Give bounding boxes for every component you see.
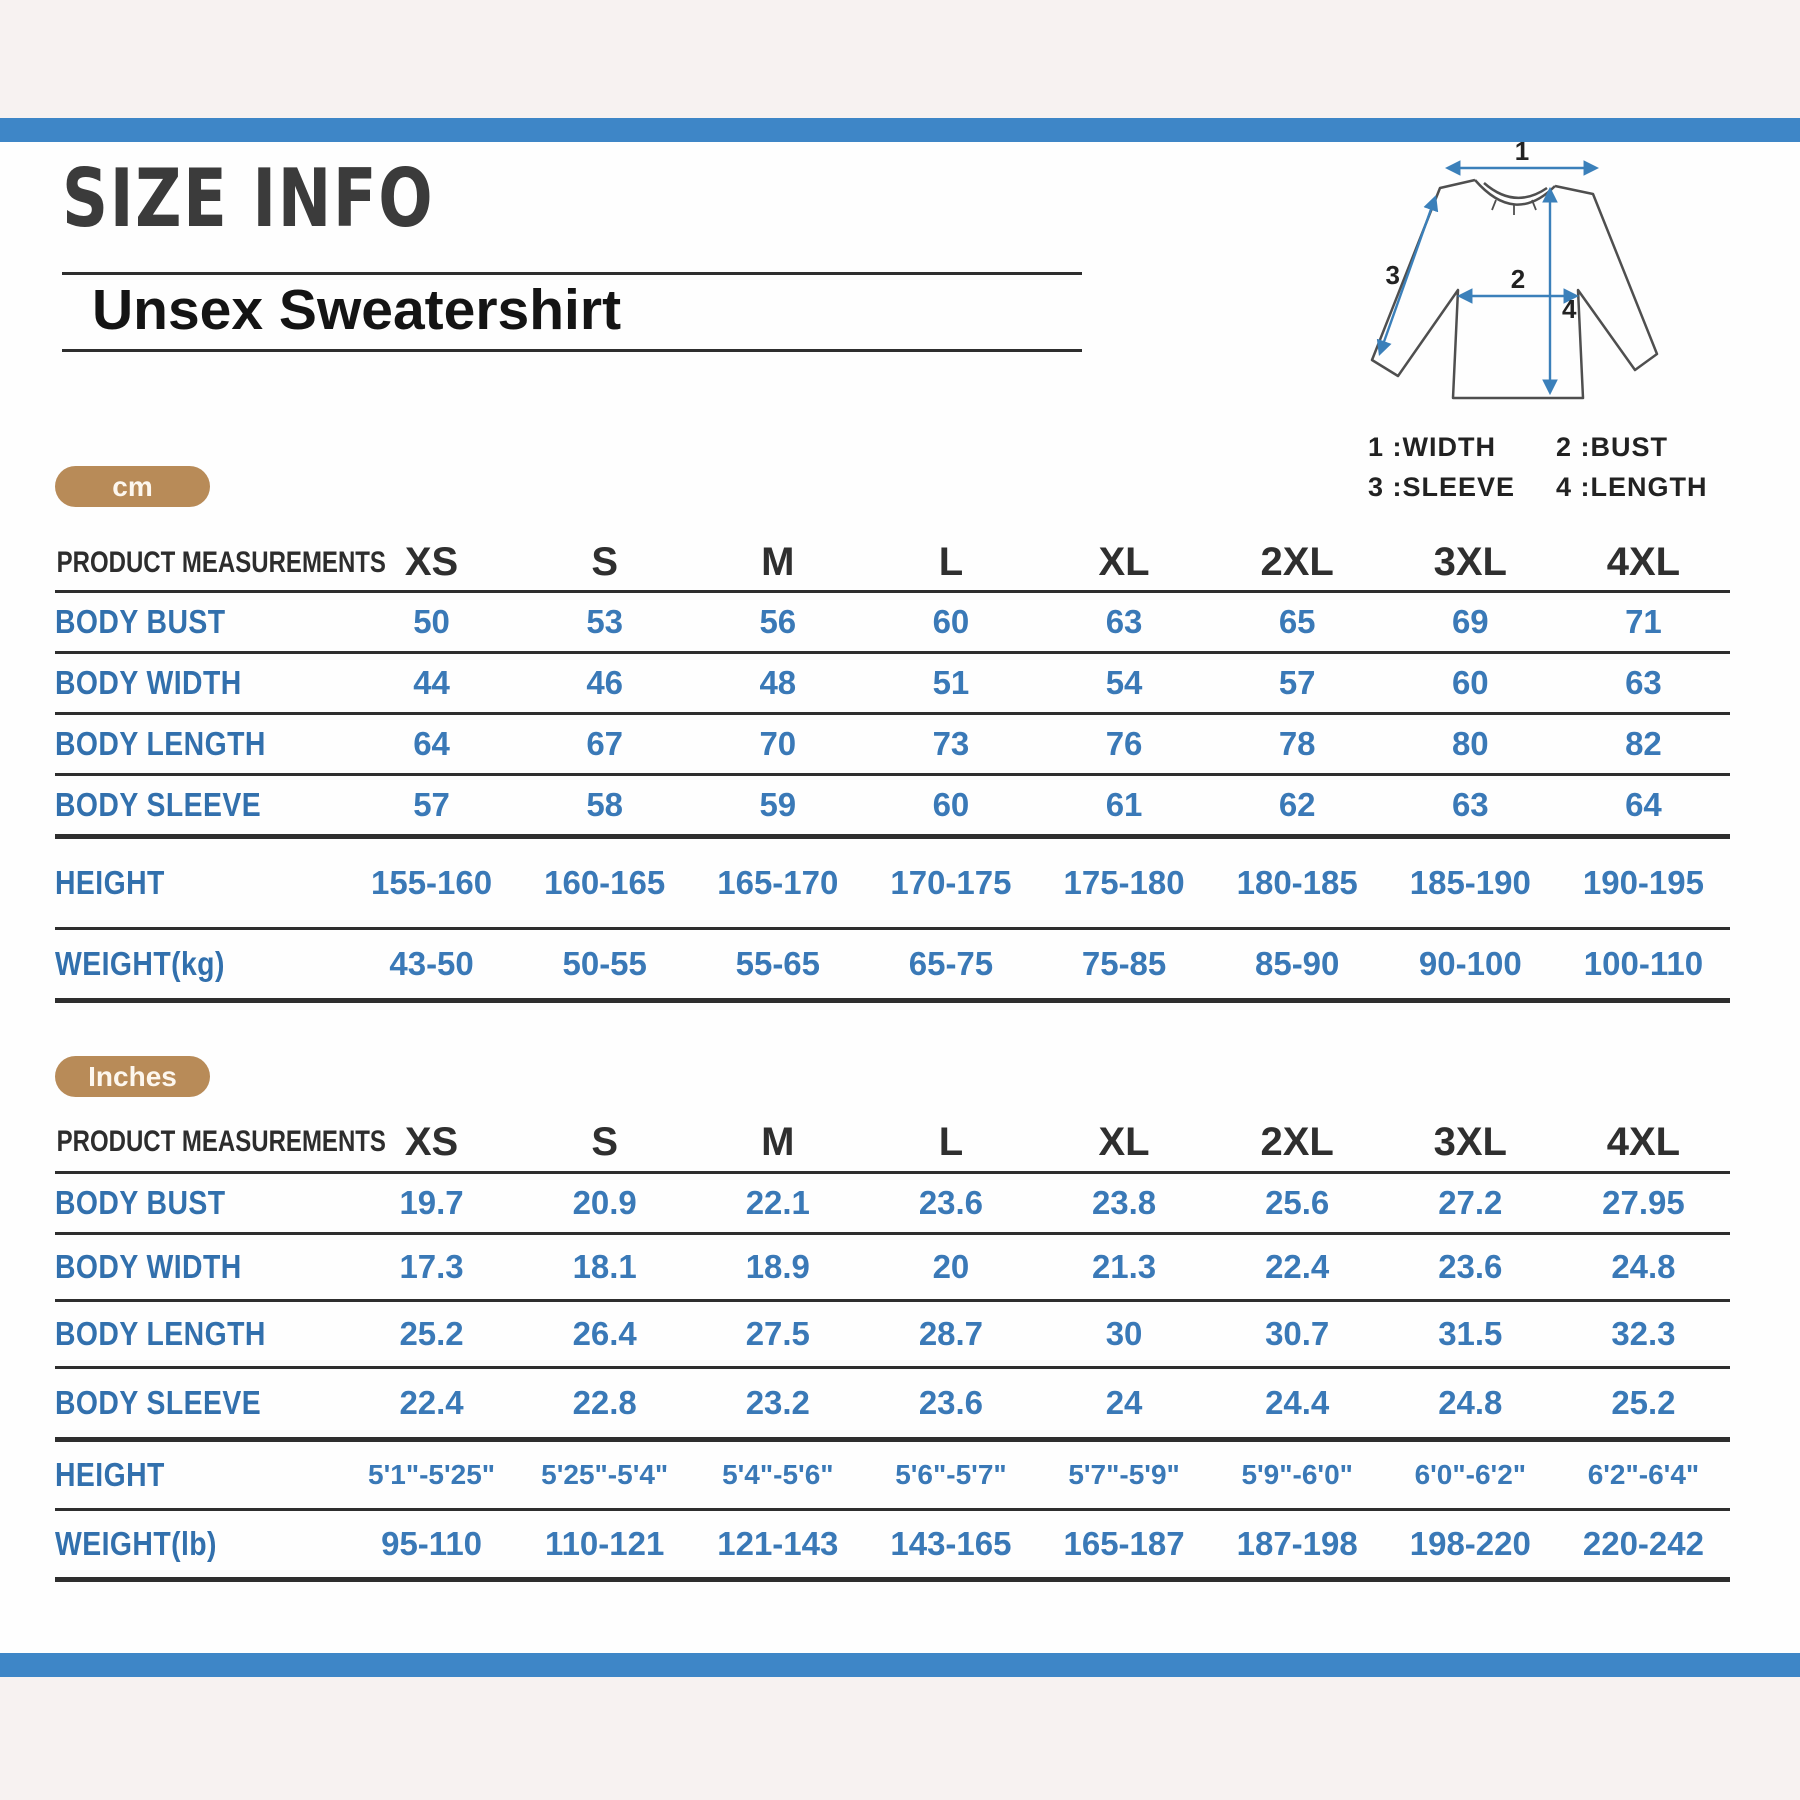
- table-row-body-length: [55, 715, 1730, 776]
- row-label: BODY BUST: [55, 603, 226, 640]
- column-header-l: L: [938, 1119, 964, 1164]
- measurement-value: 27.95: [1602, 1184, 1685, 1221]
- legend-item-length: 4 :LENGTH: [1556, 472, 1708, 502]
- sleeve-arrow-label: 3: [1385, 260, 1400, 290]
- measurement-value: 20: [932, 1248, 970, 1285]
- measurement-value: 59: [759, 786, 797, 823]
- measurement-value: 78: [1278, 725, 1316, 762]
- row-label: BODY WIDTH: [55, 1248, 242, 1285]
- cm-header-row: [55, 535, 1730, 593]
- column-header-2xl: 2XL: [1260, 540, 1334, 584]
- measurement-value: 71: [1625, 603, 1662, 640]
- table-row-weight: [55, 1511, 1730, 1582]
- row-label: WEIGHT(kg): [55, 945, 225, 982]
- row-label: BODY SLEEVE: [55, 1384, 262, 1421]
- measurement-value: 18.9: [745, 1248, 810, 1285]
- column-header-3xl: 3XL: [1433, 1119, 1507, 1164]
- measurement-value: 30: [1105, 1315, 1143, 1352]
- measurement-value: 28.7: [918, 1315, 984, 1352]
- title-divider-top: [62, 272, 1082, 275]
- measurement-value: 24.4: [1265, 1384, 1330, 1421]
- measurement-value: 43-50: [389, 945, 474, 982]
- row-label: HEIGHT: [55, 864, 165, 901]
- table-row-body-width: [55, 1235, 1730, 1302]
- legend-item-sleeve: 3 :SLEEVE: [1368, 472, 1516, 502]
- measurement-value: 50-55: [562, 945, 647, 982]
- measurement-value: 110-121: [545, 1525, 665, 1562]
- column-header-l: L: [938, 540, 964, 584]
- measurement-value: 63: [1625, 664, 1662, 701]
- measurement-value: 185-190: [1409, 864, 1531, 901]
- measurement-value: 6'2"-6'4": [1587, 1459, 1700, 1490]
- measurement-value: 60: [932, 603, 970, 640]
- measurement-value: 64: [413, 725, 450, 762]
- measurement-value: 65: [1278, 603, 1316, 640]
- measurement-value: 25.2: [1611, 1384, 1676, 1421]
- measurement-value: 5'9"-6'0": [1241, 1459, 1353, 1490]
- measurement-value: 21.3: [1091, 1248, 1157, 1285]
- row-label: BODY BUST: [55, 1184, 226, 1221]
- measurement-value: 25.6: [1265, 1184, 1330, 1221]
- column-header-xl: XL: [1098, 1119, 1150, 1164]
- table-row-body-length: [55, 1302, 1730, 1369]
- width-arrow-label: 1: [1514, 136, 1530, 166]
- bust-arrow-label: 2: [1510, 264, 1526, 294]
- measurement-value: 23.6: [918, 1184, 984, 1221]
- measurement-value: 23.8: [1091, 1184, 1157, 1221]
- measurement-value: 95-110: [381, 1525, 483, 1562]
- measurement-value: 198-220: [1409, 1525, 1531, 1562]
- column-header-m: M: [761, 540, 795, 584]
- cm-size-table: [55, 535, 1730, 1003]
- legend-item-width: 1 :WIDTH: [1368, 432, 1496, 462]
- measurement-value: 60: [1451, 664, 1489, 701]
- row-label: BODY LENGTH: [55, 1315, 266, 1352]
- column-header-s: S: [591, 1119, 619, 1164]
- column-header-3xl: 3XL: [1433, 540, 1507, 584]
- measurement-value: 55-65: [735, 945, 821, 982]
- inches-size-table: [55, 1113, 1730, 1582]
- measurement-value: 64: [1625, 786, 1662, 823]
- bottom-accent-bar: [0, 1653, 1800, 1677]
- measurement-value: 76: [1105, 725, 1143, 762]
- measurement-value: 57: [1278, 664, 1316, 701]
- table-row-height: [55, 1442, 1730, 1511]
- title-divider-bottom: [62, 349, 1082, 352]
- measurement-value: 65-75: [908, 945, 994, 982]
- measurement-value: 67: [586, 725, 624, 762]
- measurement-value: 57: [413, 786, 450, 823]
- row-label: BODY SLEEVE: [55, 786, 262, 823]
- measurement-value: 175-180: [1063, 864, 1185, 901]
- measurement-value: 19.7: [399, 1184, 464, 1221]
- page-title: SIZE INFO: [62, 152, 435, 245]
- column-header-measurements: PRODUCT MEASUREMENTS: [56, 545, 386, 579]
- measurement-value: 5'25"-5'4": [541, 1459, 669, 1490]
- measurement-value: 165-187: [1063, 1525, 1185, 1562]
- measurement-value: 82: [1625, 725, 1662, 762]
- measurement-value: 63: [1105, 603, 1143, 640]
- row-label: WEIGHT(lb): [55, 1525, 217, 1562]
- measurement-value: 155-160: [371, 864, 493, 901]
- measurement-value: 69: [1451, 603, 1489, 640]
- measurement-value: 5'7"-5'9": [1068, 1459, 1180, 1490]
- measurement-value: 56: [759, 603, 797, 640]
- measurement-value: 5'6"-5'7": [895, 1459, 1007, 1490]
- length-arrow-label: 4: [1562, 294, 1577, 324]
- table-row-body-sleeve: [55, 776, 1730, 839]
- table-row-body-sleeve: [55, 1369, 1730, 1442]
- measurement-value: 27.2: [1438, 1184, 1503, 1221]
- measurement-value: 121-143: [717, 1525, 839, 1562]
- column-header-xs: XS: [404, 1119, 459, 1164]
- measurement-value: 62: [1278, 786, 1316, 823]
- column-header-4xl: 4XL: [1606, 1119, 1681, 1164]
- measurement-value: 46: [586, 664, 624, 701]
- legend-item-bust: 2 :BUST: [1556, 432, 1669, 462]
- measurement-value: 30.7: [1265, 1315, 1330, 1352]
- measurement-value: 80: [1451, 725, 1489, 762]
- measurement-value: 50: [413, 603, 450, 640]
- column-header-xl: XL: [1098, 540, 1150, 584]
- diagram-legend: [1368, 432, 1708, 503]
- product-name: Unsex Sweatershirt: [92, 278, 622, 342]
- measurement-value: 90-100: [1418, 945, 1522, 982]
- sweater-diagram: [1300, 128, 1700, 428]
- column-header-measurements: PRODUCT MEASUREMENTS: [56, 1125, 386, 1158]
- measurement-value: 220-242: [1582, 1525, 1704, 1562]
- measurement-value: 25.2: [399, 1315, 464, 1352]
- measurement-value: 5'4"-5'6": [722, 1459, 834, 1490]
- measurement-value: 187-198: [1236, 1525, 1358, 1562]
- measurement-value: 5'1"-5'25": [368, 1459, 496, 1490]
- measurement-value: 170-175: [890, 864, 1012, 901]
- measurement-value: 61: [1105, 786, 1143, 823]
- measurement-value: 32.3: [1611, 1315, 1676, 1352]
- measurement-value: 63: [1451, 786, 1489, 823]
- inches-header-row: [55, 1113, 1730, 1174]
- measurement-value: 190-195: [1582, 864, 1704, 901]
- measurement-value: 27.5: [745, 1315, 810, 1352]
- row-label: BODY LENGTH: [55, 725, 266, 762]
- column-header-4xl: 4XL: [1606, 540, 1681, 584]
- table-row-weight: [55, 930, 1730, 1003]
- measurement-value: 54: [1105, 664, 1143, 701]
- measurement-value: 20.9: [572, 1184, 637, 1221]
- measurement-value: 24: [1105, 1384, 1143, 1421]
- table-row-body-width: [55, 654, 1730, 715]
- measurement-value: 22.8: [572, 1384, 637, 1421]
- measurement-value: 18.1: [572, 1248, 637, 1285]
- measurement-value: 85-90: [1254, 945, 1340, 982]
- measurement-value: 26.4: [572, 1315, 637, 1352]
- measurement-value: 60: [932, 786, 970, 823]
- measurement-value: 23.6: [918, 1384, 984, 1421]
- column-header-s: S: [591, 540, 619, 584]
- table-row-body-bust: [55, 593, 1730, 654]
- measurement-value: 17.3: [399, 1248, 464, 1285]
- measurement-value: 23.6: [1438, 1248, 1503, 1285]
- measurement-value: 165-170: [717, 864, 839, 901]
- measurement-arrows: [1380, 168, 1596, 392]
- measurement-value: 58: [586, 786, 624, 823]
- measurement-value: 100-110: [1583, 945, 1704, 982]
- cm-unit-badge: cm: [55, 466, 210, 507]
- measurement-value: 22.4: [399, 1384, 464, 1421]
- table-row-height: [55, 839, 1730, 930]
- column-header-xs: XS: [404, 540, 459, 584]
- measurement-value: 70: [759, 725, 797, 762]
- table-row-body-bust: [55, 1174, 1730, 1235]
- measurement-value: 44: [413, 664, 450, 701]
- column-header-2xl: 2XL: [1260, 1119, 1334, 1164]
- measurement-value: 51: [932, 664, 970, 701]
- column-header-m: M: [761, 1119, 795, 1164]
- measurement-value: 31.5: [1438, 1315, 1503, 1352]
- measurement-value: 22.4: [1265, 1248, 1330, 1285]
- measurement-value: 73: [932, 725, 970, 762]
- measurement-value: 53: [586, 603, 624, 640]
- measurement-value: 6'0"-6'2": [1414, 1459, 1527, 1490]
- row-label: BODY WIDTH: [55, 664, 242, 701]
- inches-unit-badge: Inches: [55, 1056, 210, 1097]
- measurement-value: 23.2: [745, 1384, 810, 1421]
- measurement-value: 22.1: [745, 1184, 810, 1221]
- row-label: HEIGHT: [55, 1456, 165, 1493]
- measurement-value: 180-185: [1236, 864, 1358, 901]
- measurement-value: 160-165: [544, 864, 666, 901]
- measurement-value: 24.8: [1611, 1248, 1676, 1285]
- measurement-value: 75-85: [1081, 945, 1167, 982]
- measurement-value: 24.8: [1438, 1384, 1503, 1421]
- measurement-value: 48: [759, 664, 797, 701]
- measurement-value: 143-165: [890, 1525, 1012, 1562]
